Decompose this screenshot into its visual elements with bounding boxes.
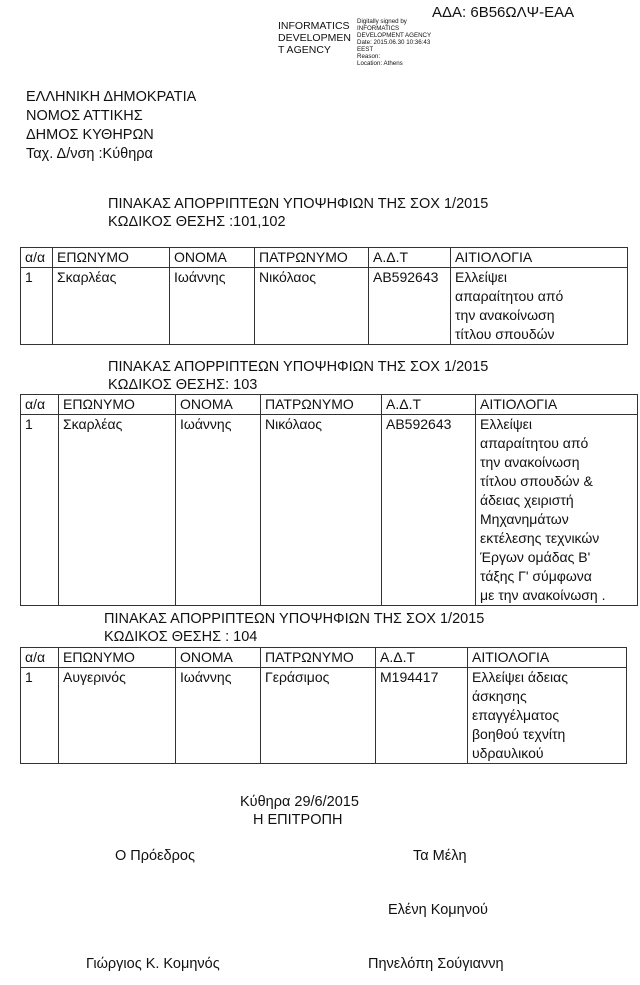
header-line: ΔΗΜΟΣ ΚΥΘΗΡΩΝ — [26, 127, 154, 143]
place-date: Κύθηρα 29/6/2015 — [240, 794, 359, 810]
signature-organization: INFORMATICS DEVELOPMEN T AGENCY — [278, 20, 351, 56]
table-3-title-block — [104, 610, 484, 646]
table-1-code: ΚΩΔΙΚΟΣ ΘΕΣΗΣ :101,102 — [108, 214, 286, 230]
member-name-1: Ελένη Κομηνού — [388, 902, 488, 918]
header-line: ΝΟΜΟΣ ΑΤΤΙΚΗΣ — [26, 108, 143, 124]
col-name: ΟΝΟΜΑ — [170, 248, 255, 268]
table-row: 1 Σκαρλέας Ιωάννης Νικόλαος ΑΒ592643 Ελλείψει απαραίτητου από την ανακοίνωση τίτλου σπουδών — [21, 268, 628, 345]
digital-signature-stamp — [278, 18, 478, 70]
rejected-table-3 — [20, 647, 627, 764]
table-header-row: α/α ΕΠΩΝΥΜΟ ΟΝΟΜΑ ΠΑΤΡΩΝΥΜΟ Α.Δ.Τ ΑΙΤΙΟΛΟΓΙΑ — [21, 648, 627, 668]
table-2-title: ΠΙΝΑΚΑΣ ΑΠΟΡΡΙΠΤΕΩΝ ΥΠΟΨΗΦΙΩΝ ΤΗΣ ΣΟΧ 1/2015 — [108, 359, 489, 375]
issuer-header — [26, 88, 196, 164]
table-2-code: ΚΩΔΙΚΟΣ ΘΕΣΗΣ: 103 — [108, 377, 258, 393]
table-2-title-block — [108, 358, 488, 394]
member-name-2: Πηνελόπη Σούγιαννη — [368, 956, 504, 972]
ada-code: ΑΔΑ: 6Β56ΩΛΨ-ΕΑΑ — [432, 4, 575, 21]
col-father: ΠΑΤΡΩΝΥΜΟ — [255, 248, 369, 268]
table-row: 1 Σκαρλέας Ιωάννης Νικόλαος ΑΒ592643 Ελλείψει απαραίτητου από την ανακοίνωση τίτλου σπουδών & άδειας χειριστή Μηχανημάτων εκτέλεσης τεχνικών Έργων ομάδας Β' τάξης Γ' σύμφωνα με την ανακοίνωση . — [21, 415, 638, 606]
table-row: 1 Αυγερινός Ιωάννης Γεράσιμος Μ194417 Ελλείψει άδειας άσκησης επαγγέλματος βοηθού τεχνίτη υδραυλικού — [21, 668, 627, 764]
col-aa: α/α — [21, 248, 53, 268]
table-1-title-block — [108, 195, 488, 231]
header-line: ΕΛΛΗΝΙΚΗ ΔΗΜΟΚΡΑΤΙΑ — [26, 89, 197, 105]
table-3-title: ΠΙΝΑΚΑΣ ΑΠΟΡΡΙΠΤΕΩΝ ΥΠΟΨΗΦΙΩΝ ΤΗΣ ΣΟΧ 1/2015 — [104, 611, 485, 627]
rejected-table-2 — [20, 394, 638, 606]
reason-cell: Ελλείψει απαραίτητου από την ανακοίνωση τίτλου σπουδών — [451, 268, 628, 345]
president-label: Ο Πρόεδρος — [115, 848, 195, 864]
col-adt: Α.Δ.Τ — [369, 248, 451, 268]
header-line: Ταχ. Δ/νση :Κύθηρα — [26, 146, 153, 162]
table-header-row: α/α ΕΠΩΝΥΜΟ ΟΝΟΜΑ ΠΑΤΡΩΝΥΜΟ Α.Δ.Τ ΑΙΤΙΟΛΟΓΙΑ — [21, 395, 638, 415]
table-header-row — [21, 248, 628, 268]
col-reason: ΑΙΤΙΟΛΟΓΙΑ — [451, 248, 628, 268]
committee-label: Η ΕΠΙΤΡΟΠΗ — [253, 812, 343, 828]
rejected-table-1 — [20, 247, 628, 345]
members-label: Τα Μέλη — [413, 848, 467, 864]
reason-cell: Ελλείψει απαραίτητου από την ανακοίνωση τίτλου σπουδών & άδειας χειριστή Μηχανημάτων εκτέλεσης τεχνικών Έργων ομάδας Β' τάξης Γ' σύμφωνα με την ανακοίνωση . — [476, 415, 638, 606]
reason-cell: Ελλείψει άδειας άσκησης επαγγέλματος βοηθού τεχνίτη υδραυλικού — [468, 668, 627, 764]
signature-details: Digitally signed by INFORMATICS DEVELOPMENT AGENCY Date: 2015.06.30 10:36:43 EEST Reason: Location: Athens — [357, 18, 432, 67]
president-name: Γιώργιος Κ. Κομηνός — [86, 956, 220, 972]
table-3-code: ΚΩΔΙΚΟΣ ΘΕΣΗΣ : 104 — [104, 629, 258, 645]
table-1-title: ΠΙΝΑΚΑΣ ΑΠΟΡΡΙΠΤΕΩΝ ΥΠΟΨΗΦΙΩΝ ΤΗΣ ΣΟΧ 1/2015 — [108, 196, 489, 212]
col-surname: ΕΠΩΝΥΜΟ — [53, 248, 170, 268]
